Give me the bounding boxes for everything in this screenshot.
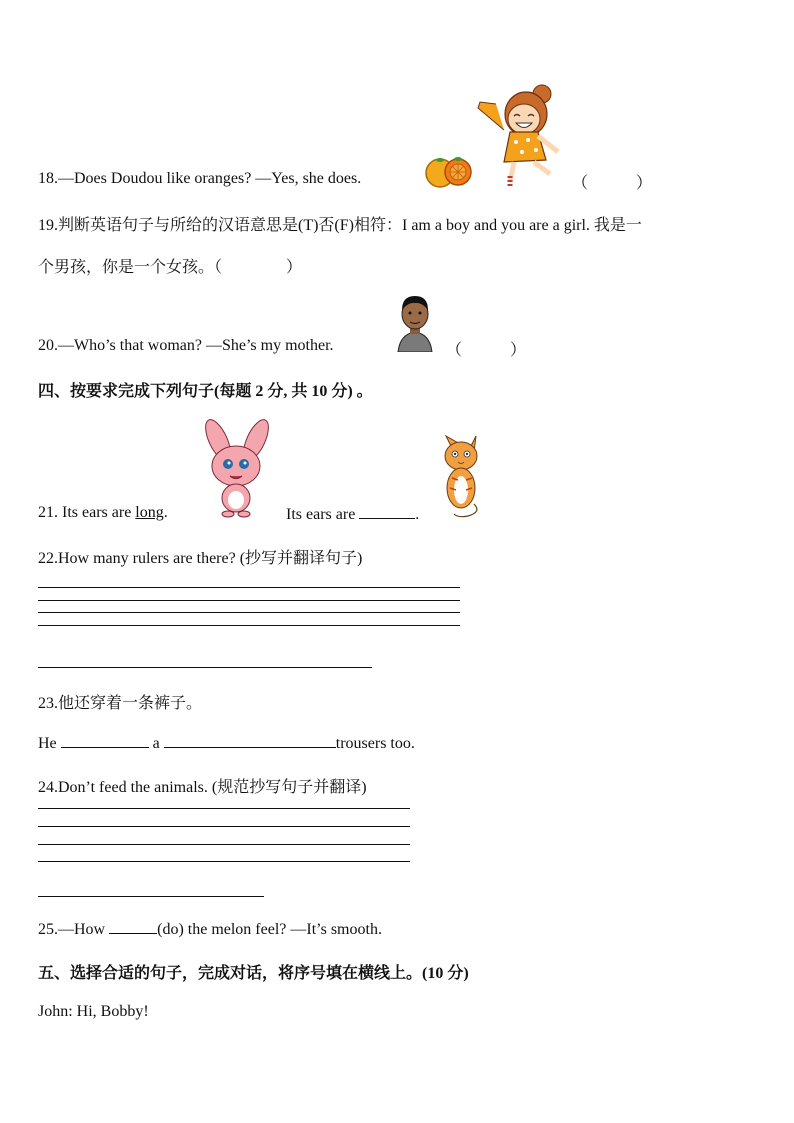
- q21-second-sentence: [286, 504, 419, 524]
- q21-line: [38, 504, 168, 522]
- q21-answer-blank[interactable]: [359, 504, 415, 519]
- q23-a: a: [152, 735, 164, 752]
- section5-title: 五、选择合适的句子，完成对话，将序号填在横线上。(10 分): [38, 965, 469, 982]
- q25-answer-blank[interactable]: [109, 919, 157, 934]
- q24-translation-line[interactable]: [38, 896, 264, 897]
- q23-blank-2[interactable]: [164, 733, 336, 748]
- q24-text: 24.Don’t feed the animals. (规范抄写句子并翻译): [38, 779, 367, 796]
- q25-mid: (do) the melon feel? —It’s smooth.: [157, 921, 382, 938]
- q22-text: 22.How many rulers are there? (抄写并翻译句子): [38, 550, 363, 567]
- q22-translation-line[interactable]: [38, 667, 372, 668]
- q23-he: He: [38, 735, 61, 752]
- cat-picture: [438, 430, 484, 520]
- q20-text: 20.—Who’s that woman? —She’s my mother.: [38, 337, 334, 354]
- q23-fill-line: [38, 733, 415, 753]
- q18-line: [38, 170, 361, 188]
- oranges-picture: [422, 148, 474, 190]
- q23-text: 23.他还穿着一条裤子。: [38, 695, 203, 712]
- q20-answer-paren[interactable]: （ ）: [446, 342, 527, 359]
- q21-second-text: Its ears are: [286, 506, 360, 523]
- q22-writing-line[interactable]: [38, 612, 460, 613]
- man-picture: [396, 294, 434, 352]
- q25-prefix: 25.—How: [38, 921, 110, 938]
- q22-writing-line[interactable]: [38, 587, 460, 588]
- q19-line1: 19.判断英语句子与所给的汉语意思是(T)否(F)相符：I am a boy and you are a girl. 我是一: [38, 217, 642, 234]
- q23-blank-1[interactable]: [61, 733, 149, 748]
- q24-writing-line[interactable]: [38, 861, 410, 862]
- q22-writing-line[interactable]: [38, 625, 460, 626]
- q22-writing-line[interactable]: [38, 600, 460, 601]
- dialogue-line-1: John: Hi, Bobby!: [38, 1003, 149, 1020]
- q21-prefix: 21. Its ears are: [38, 504, 136, 521]
- q21-dot: .: [163, 504, 168, 521]
- section4-title: 四、按要求完成下列句子(每题 2 分, 共 10 分) 。: [38, 383, 373, 400]
- q24-writing-line[interactable]: [38, 844, 410, 845]
- q24-writing-line[interactable]: [38, 808, 410, 809]
- q24-writing-line[interactable]: [38, 826, 410, 827]
- girl-picture: [474, 82, 566, 188]
- rabbit-picture: [196, 418, 278, 518]
- q19-line2: 个男孩，你是一个女孩。（ ）: [38, 259, 303, 276]
- q25-line: [38, 919, 382, 939]
- q23-end: trousers too.: [335, 735, 415, 752]
- q21-end: .: [415, 506, 420, 523]
- q18-text: 18.—Does Doudou like oranges? —Yes, she does.: [38, 170, 362, 187]
- q21-underlined-word: long: [135, 504, 164, 521]
- q18-answer-paren[interactable]: （ ）: [572, 175, 653, 192]
